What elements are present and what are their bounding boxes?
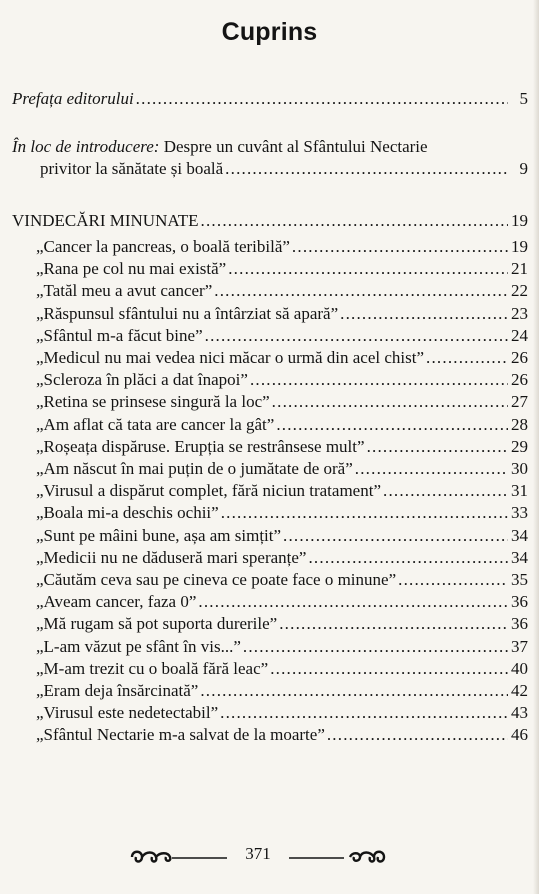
section-label: VINDECĂRI MINUNATE	[12, 211, 199, 230]
dot-leader	[355, 458, 508, 480]
toc-item	[12, 613, 528, 635]
toc-entry-label-continued: privitor la sănătate și boală	[40, 159, 224, 178]
toc-item	[12, 702, 528, 724]
toc-entry-preface	[12, 88, 528, 110]
toc-item-page: 35	[511, 570, 528, 589]
right-ornament-icon	[288, 847, 388, 867]
toc-item-page: 31	[511, 481, 528, 501]
toc-item	[12, 525, 528, 547]
dot-leader	[214, 280, 508, 302]
toc-item-label: „Boala mi-a deschis ochii”	[36, 503, 219, 523]
toc-item-page: 36	[511, 614, 528, 634]
dot-leader	[426, 347, 508, 369]
toc-item	[12, 636, 528, 658]
toc-item-label: „Roșeața dispăruse. Erupția se restrânsese mult”	[36, 436, 365, 456]
dot-leader	[220, 702, 508, 724]
toc-entry-page: 5	[519, 89, 528, 108]
intro-label-italic: În loc de introducere:	[12, 137, 160, 156]
toc-item-label: „Virusul a dispărut complet, fără niciun tratament”	[36, 481, 381, 501]
dot-leader	[198, 591, 508, 613]
toc-item-page: 22	[511, 281, 528, 301]
toc-item-page: 21	[511, 259, 528, 279]
dot-leader	[279, 613, 508, 635]
toc-item-page: 37	[511, 636, 528, 656]
toc-item	[12, 658, 528, 680]
toc-item	[12, 236, 528, 258]
toc-item-label: „Tatăl meu a avut cancer”	[36, 281, 213, 301]
dot-leader	[283, 525, 508, 547]
toc-item-label: „Virusul este nedetectabil”	[36, 703, 219, 723]
toc-item	[12, 502, 528, 524]
toc-item-page: 29	[511, 436, 528, 456]
toc-item-page: 26	[511, 370, 528, 390]
dot-leader	[383, 480, 508, 502]
dot-leader	[221, 502, 508, 524]
page-number: 371	[245, 844, 271, 863]
toc-item	[12, 480, 528, 502]
toc-item-page: 42	[511, 681, 528, 700]
dot-leader	[228, 258, 508, 280]
toc-item-label: „Medicii nu ne dăduseră mari speranțe”	[36, 547, 307, 567]
dot-leader	[276, 414, 508, 436]
toc-item-label: „Cancer la pancreas, o boală teribilă”	[36, 237, 290, 256]
intro-label-rest: Despre un cuvânt al Sfântului Nectarie	[159, 137, 428, 156]
toc-item	[12, 436, 528, 458]
dot-leader	[340, 303, 508, 325]
toc-item-page: 26	[511, 348, 528, 367]
toc-item	[12, 369, 528, 391]
dot-leader	[270, 658, 508, 680]
toc-item	[12, 547, 528, 569]
toc-item	[12, 258, 528, 280]
dot-leader	[225, 158, 508, 180]
toc-section-heading	[12, 210, 528, 232]
toc-item-label: „Căutăm ceva sau pe cineva ce poate face o minune”	[36, 570, 397, 589]
toc-entry-label	[12, 136, 428, 158]
toc-item-label: „Sfântul Nectarie m-a salvat de la moarte”	[36, 725, 325, 745]
toc-item-page: 46	[511, 725, 528, 745]
toc-item	[12, 347, 528, 369]
toc-entry-label: Prefața editorului	[12, 89, 134, 108]
toc-item-label: „Răspunsul sfântului nu a întârziat să apară”	[36, 303, 339, 323]
toc-item	[12, 303, 528, 325]
toc-item	[12, 458, 528, 480]
toc-item-label: „Sfântul m-a făcut bine”	[36, 325, 203, 345]
toc-item-page: 43	[511, 703, 528, 723]
toc-entry-page: 9	[519, 159, 528, 178]
dot-leader	[205, 325, 508, 347]
toc-entry-intro	[12, 136, 528, 180]
toc-item-label: „Scleroza în plăci a dat înapoi”	[36, 370, 248, 390]
section-page: 19	[511, 211, 528, 230]
left-ornament-icon	[128, 847, 228, 867]
toc-item-page: 23	[511, 303, 528, 323]
toc-item	[12, 569, 528, 591]
toc-item-page: 28	[511, 414, 528, 434]
toc-item-page: 30	[511, 459, 528, 478]
toc-item	[12, 280, 528, 302]
page-edge-shadow	[533, 0, 539, 894]
toc-item-label: „Retina se prinsese singură la loc”	[36, 392, 270, 412]
dot-leader	[308, 547, 508, 569]
toc-item-page: 27	[511, 392, 528, 412]
toc-item	[12, 680, 528, 702]
dot-leader	[327, 724, 508, 746]
dot-leader	[292, 236, 508, 258]
dot-leader	[398, 569, 508, 591]
toc-item	[12, 414, 528, 436]
toc-item-label: „Mă rugam să pot suporta durerile”	[36, 614, 278, 634]
toc-item-page: 36	[511, 592, 528, 612]
toc-item-page: 34	[511, 547, 528, 567]
toc-item-page: 24	[511, 325, 528, 345]
dot-leader	[243, 636, 508, 658]
dot-leader	[250, 369, 508, 391]
toc-item-label: „L-am văzut pe sfânt în vis...”	[36, 636, 241, 656]
toc-item	[12, 591, 528, 613]
page-footer	[0, 843, 539, 869]
toc-item-page: 19	[511, 237, 528, 256]
toc-item-label: „Sunt pe mâini bune, așa am simțit”	[36, 525, 282, 545]
toc-item	[12, 391, 528, 413]
dot-leader	[136, 88, 508, 110]
toc-item-label: „M-am trezit cu o boală fără leac”	[36, 658, 269, 678]
toc-item-page: 33	[511, 503, 528, 523]
toc-item-page: 34	[511, 525, 528, 545]
toc-item-label: „Aveam cancer, faza 0”	[36, 592, 197, 612]
toc-item-page: 40	[511, 658, 528, 678]
toc-item-label: „Rana pe col nu mai există”	[36, 259, 227, 279]
toc-item	[12, 325, 528, 347]
toc-item-label: „Am născut în mai puțin de o jumătate de oră”	[36, 459, 353, 478]
dot-leader	[367, 436, 508, 458]
page-title: Cuprins	[221, 18, 318, 46]
dot-leader	[200, 680, 508, 702]
dot-leader	[272, 391, 508, 413]
toc-item-label: „Am aflat că tata are cancer la gât”	[36, 414, 275, 434]
toc-item	[12, 724, 528, 746]
toc-item-label: „Eram deja însărcinată”	[36, 681, 199, 700]
dot-leader	[201, 210, 508, 232]
toc-item-label: „Medicul nu mai vedea nici măcar o urmă din acel chist”	[36, 348, 425, 367]
